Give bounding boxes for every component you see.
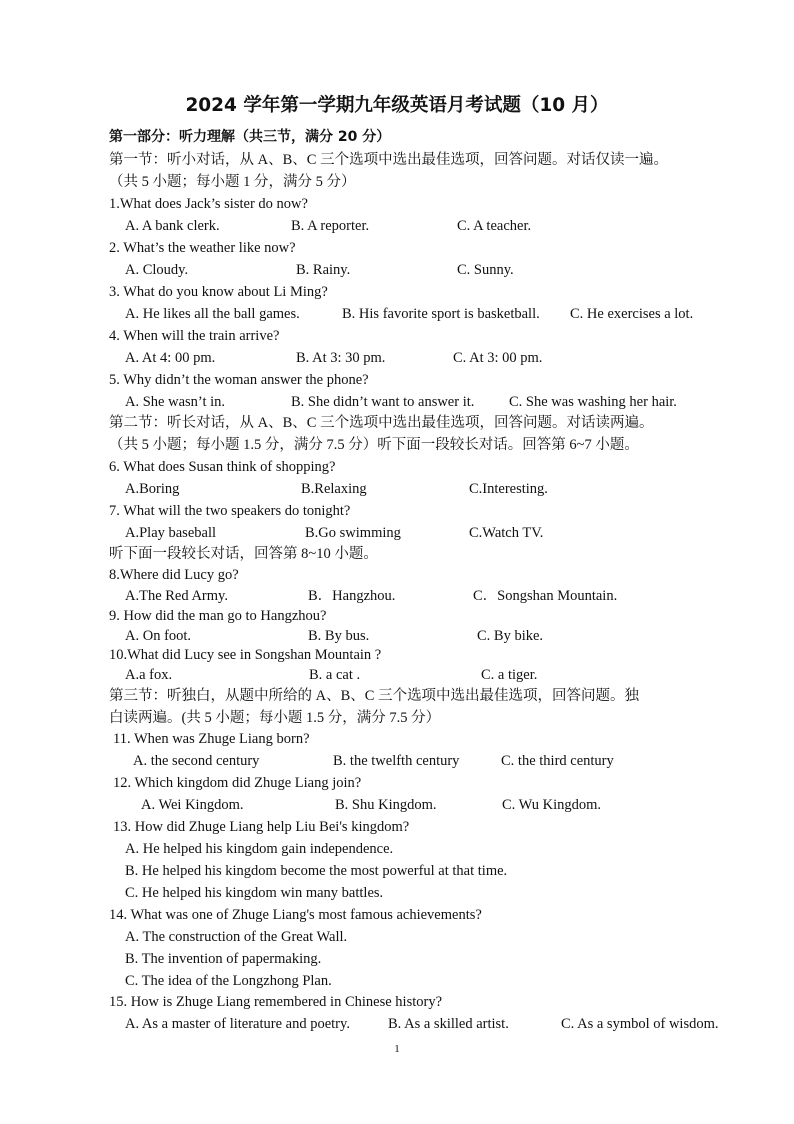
- question-2: 2. What’s the weather like now?: [109, 240, 296, 256]
- question-12: 12. Which kingdom did Zhuge Liang join?: [113, 775, 362, 791]
- q3-option-b: B. His favorite sport is basketball.: [342, 306, 540, 322]
- question-10: 10.What did Lucy see in Songshan Mountain ?: [109, 647, 382, 663]
- q15-option-c: C. As a symbol of wisdom.: [561, 1016, 719, 1032]
- page-title: 2024 学年第一学期九年级英语月考试题（10 月）: [185, 95, 609, 116]
- question-1: 1.What does Jack’s sister do now?: [109, 196, 308, 212]
- q6-option-c: C.Interesting.: [469, 481, 548, 497]
- q8-option-a: A.The Red Army.: [125, 588, 228, 604]
- question-14: 14. What was one of Zhuge Liang's most famous achievements?: [109, 907, 482, 923]
- q9-option-c: C. By bike.: [477, 628, 544, 644]
- page-number: 1: [394, 1043, 400, 1055]
- q12-option-a: A. Wei Kingdom.: [141, 797, 244, 813]
- section1-scoring: （共 5 小题；每小题 1 分，满分 5 分）: [109, 174, 356, 190]
- q13-option-b: B. He helped his kingdom become the most powerful at that time.: [125, 863, 508, 879]
- q10-option-c: C. a tiger.: [481, 667, 538, 683]
- part1-heading: 第一部分：听力理解（共三节，满分 20 分）: [109, 129, 391, 145]
- q7-option-c: C.Watch TV.: [469, 525, 544, 541]
- question-13: 13. How did Zhuge Liang help Liu Bei's kingdom?: [113, 819, 410, 835]
- q11-option-c: C. the third century: [501, 753, 614, 769]
- q9-option-a: A. On foot.: [125, 628, 192, 644]
- q8-option-c: C．Songshan Mountain.: [473, 588, 618, 604]
- question-7: 7. What will the two speakers do tonight?: [109, 503, 351, 519]
- q2-option-c: C. Sunny.: [457, 262, 514, 278]
- q4-option-c: C. At 3: 00 pm.: [453, 350, 543, 366]
- q5-option-c: C. She was washing her hair.: [509, 394, 677, 410]
- q13-option-a: A. He helped his kingdom gain independence.: [125, 841, 394, 857]
- question-15: 15. How is Zhuge Liang remembered in Chinese history?: [109, 994, 443, 1010]
- q1-option-b: B. A reporter.: [291, 218, 370, 234]
- q7-option-a: A.Play baseball: [125, 525, 217, 541]
- q6-option-a: A.Boring: [125, 481, 180, 497]
- q3-option-a: A. He likes all the ball games.: [125, 306, 300, 322]
- q7-option-b: B.Go swimming: [305, 525, 401, 541]
- q12-option-b: B. Shu Kingdom.: [335, 797, 437, 813]
- q10-option-a: A.a fox.: [125, 667, 173, 683]
- q11-option-a: A. the second century: [133, 753, 260, 769]
- q5-option-a: A. She wasn’t in.: [125, 394, 226, 410]
- q2-option-b: B. Rainy.: [296, 262, 351, 278]
- section1-instruction: 第一节：听小对话，从 A、B、C 三个选项中选出最佳选项，回答问题。对话仅读一遍。: [109, 152, 669, 168]
- q5-option-b: B. She didn’t want to answer it.: [291, 394, 475, 410]
- q15-option-b: B. As a skilled artist.: [388, 1016, 509, 1032]
- q4-option-b: B. At 3: 30 pm.: [296, 350, 386, 366]
- q3-option-c: C. He exercises a lot.: [570, 306, 694, 322]
- q6-option-b: B.Relaxing: [301, 481, 367, 497]
- question-9: 9. How did the man go to Hangzhou?: [109, 608, 327, 624]
- section3-scoring: 白读两遍。(共 5 小题；每小题 1.5 分，满分 7.5 分）: [109, 710, 441, 726]
- q14-option-b: B. The invention of papermaking.: [125, 951, 322, 967]
- question-4: 4. When will the train arrive?: [109, 328, 280, 344]
- q10-option-b: B. a cat .: [309, 667, 361, 683]
- section2-scoring: （共 5 小题；每小题 1.5 分，满分 7.5 分）听下面一段较长对话。回答第 6~7 小题。: [109, 437, 639, 453]
- q1-option-c: C. A teacher.: [457, 218, 532, 234]
- question-6: 6. What does Susan think of shopping?: [109, 459, 336, 475]
- q14-option-a: A. The construction of the Great Wall.: [125, 929, 348, 945]
- question-8: 8.Where did Lucy go?: [109, 567, 239, 583]
- q9-option-b: B. By bus.: [308, 628, 370, 644]
- section2-instruction: 第二节：听长对话，从 A、B、C 三个选项中选出最佳选项，回答问题。对话读两遍。: [109, 415, 654, 431]
- question-3: 3. What do you know about Li Ming?: [109, 284, 328, 300]
- q4-option-a: A. At 4: 00 pm.: [125, 350, 216, 366]
- section2-sub-instruction: 听下面一段较长对话，回答第 8~10 小题。: [109, 546, 378, 562]
- q2-option-a: A. Cloudy.: [125, 262, 189, 278]
- q13-option-c: C. He helped his kingdom win many battles.: [125, 885, 384, 901]
- question-11: 11. When was Zhuge Liang born?: [113, 731, 310, 747]
- q12-option-c: C. Wu Kingdom.: [502, 797, 602, 813]
- q15-option-a: A. As a master of literature and poetry.: [125, 1016, 350, 1032]
- section3-instruction: 第三节：听独白，从题中所给的 A、B、C 三个选项中选出最佳选项，回答问题。独: [109, 688, 640, 704]
- q1-option-a: A. A bank clerk.: [125, 218, 220, 234]
- q8-option-b: B．Hangzhou.: [308, 588, 396, 604]
- question-5: 5. Why didn’t the woman answer the phone?: [109, 372, 369, 388]
- q14-option-c: C. The idea of the Longzhong Plan.: [125, 973, 332, 989]
- q11-option-b: B. the twelfth century: [333, 753, 460, 769]
